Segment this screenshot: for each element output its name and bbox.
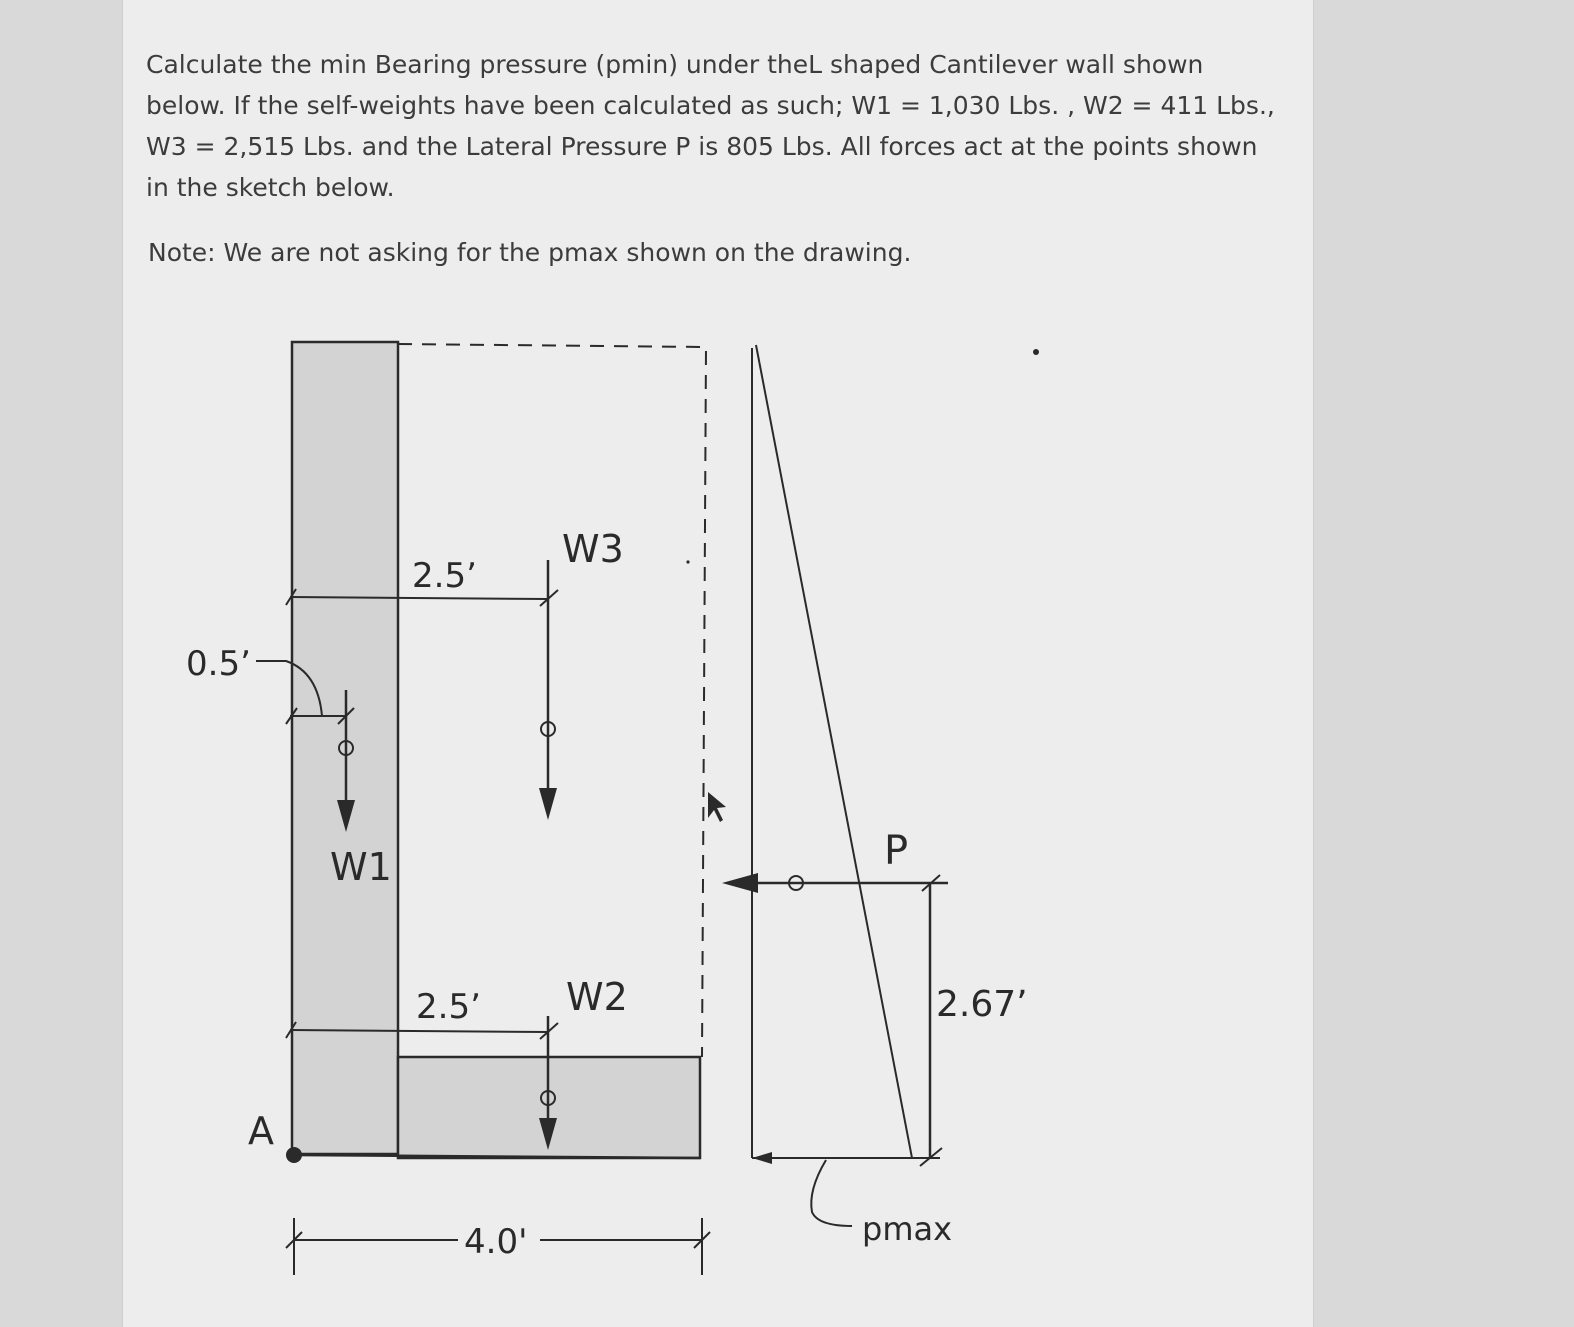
dim-top-2-5-label: 2.5’ (412, 556, 477, 596)
pmax-leader (811, 1160, 852, 1226)
w1-label: W1 (330, 845, 392, 889)
p-arrowhead (722, 873, 758, 893)
w3-arrowhead (539, 788, 557, 820)
dim-4-0-label: 4.0' (464, 1222, 528, 1262)
dim-mid-2-5-label: 2.5’ (416, 987, 481, 1027)
question-note: Note: We are not asking for the pmax shown on the drawing. (148, 238, 912, 267)
soil-outline (398, 344, 706, 1057)
stray-dot-mark (1033, 349, 1039, 355)
point-a-label: A (248, 1109, 274, 1153)
dim-2-67-label: 2.67’ (936, 984, 1028, 1025)
w3-label: W3 (562, 527, 624, 571)
dim-0-5-label: 0.5’ (186, 644, 251, 684)
question-text: Calculate the min Bearing pressure (pmin) under theL shaped Cantilever wall shown below. If the self-weights have been calculated as such; W1 = 1,030 Lbs. , W2 = 411 Lbs., W3 = 2,515 Lbs. and the Lateral Pressure P is 805 Lbs. All forces act at the points shown in the sketch below. (146, 50, 1275, 202)
mouse-cursor-icon (708, 792, 726, 822)
pmax-label: pmax (862, 1210, 953, 1248)
stray-dot-mark-small (686, 560, 689, 563)
w2-label: W2 (566, 975, 628, 1019)
pressure-base-arrowhead (752, 1152, 772, 1164)
point-a-marker (286, 1147, 302, 1163)
pressure-diagram-hypotenuse (756, 345, 912, 1158)
p-label: P (884, 828, 909, 874)
